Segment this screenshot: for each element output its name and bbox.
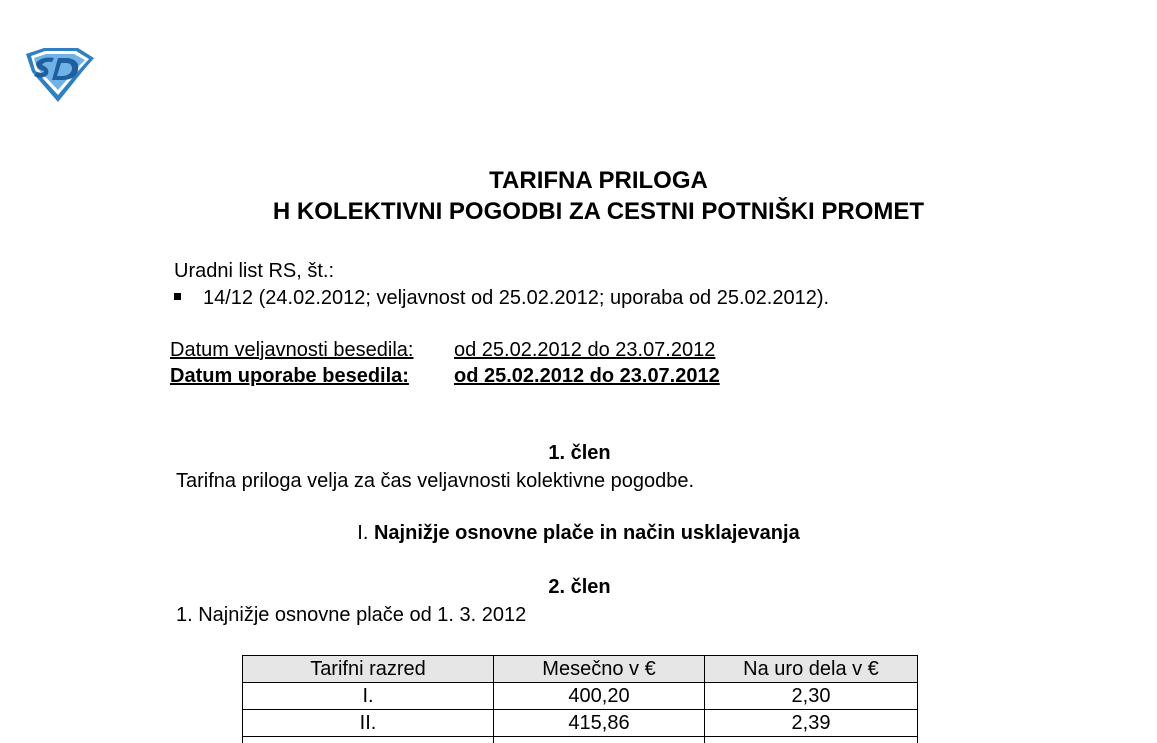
gazette-label: Uradni list RS, št.: (174, 260, 335, 282)
table-cell: I. (243, 683, 494, 710)
use-value: od 25.02.2012 do 23.07.2012 (454, 365, 720, 387)
sd-logo-icon (22, 46, 96, 104)
article-2-text: 1. Najnižje osnovne plače od 1. 3. 2012 (176, 604, 527, 626)
section-heading (0, 522, 1157, 545)
table-row (243, 683, 918, 710)
use-label: Datum uporabe besedila: (170, 365, 409, 387)
use-row (170, 363, 720, 389)
gazette-list-item (174, 286, 829, 310)
column-header: Tarifni razred (243, 656, 494, 683)
table-row (243, 710, 918, 737)
article-1-heading: 1. člen (548, 442, 611, 464)
column-header: Na uro dela v € (705, 656, 918, 683)
tariff-table (242, 655, 918, 743)
table-cell: II. (243, 710, 494, 737)
column-header: Mesečno v € (494, 656, 705, 683)
title-line-1: TARIFNA PRILOGA (489, 167, 708, 194)
table-cell: 2,39 (705, 710, 918, 737)
validity-label: Datum veljavnosti besedila: (170, 339, 414, 361)
table-cell: 400,20 (494, 683, 705, 710)
section-title: Najnižje osnovne plače in način usklajevanja (373, 522, 800, 544)
article-1-text: Tarifna priloga velja za čas veljavnosti kolektivne pogodbe. (176, 470, 695, 492)
table-row (243, 737, 918, 743)
title-line-2: H KOLEKTIVNI POGODBI ZA CESTNI POTNIŠKI PROMET (272, 198, 925, 225)
bullet-icon (174, 293, 181, 300)
table-cell: 2,30 (705, 683, 918, 710)
table-header-row (243, 656, 918, 683)
gazette-item-text: 14/12 (24.02.2012; veljavnost od 25.02.2012; uporaba od 25.02.2012). (203, 287, 830, 309)
validity-block (170, 337, 720, 389)
section-number: I. (357, 522, 369, 544)
table-cell: 415,86 (494, 710, 705, 737)
article-2-heading: 2. člen (548, 576, 611, 598)
validity-row (170, 337, 720, 363)
document-title (0, 165, 1157, 227)
validity-value: od 25.02.2012 do 23.07.2012 (454, 339, 716, 361)
